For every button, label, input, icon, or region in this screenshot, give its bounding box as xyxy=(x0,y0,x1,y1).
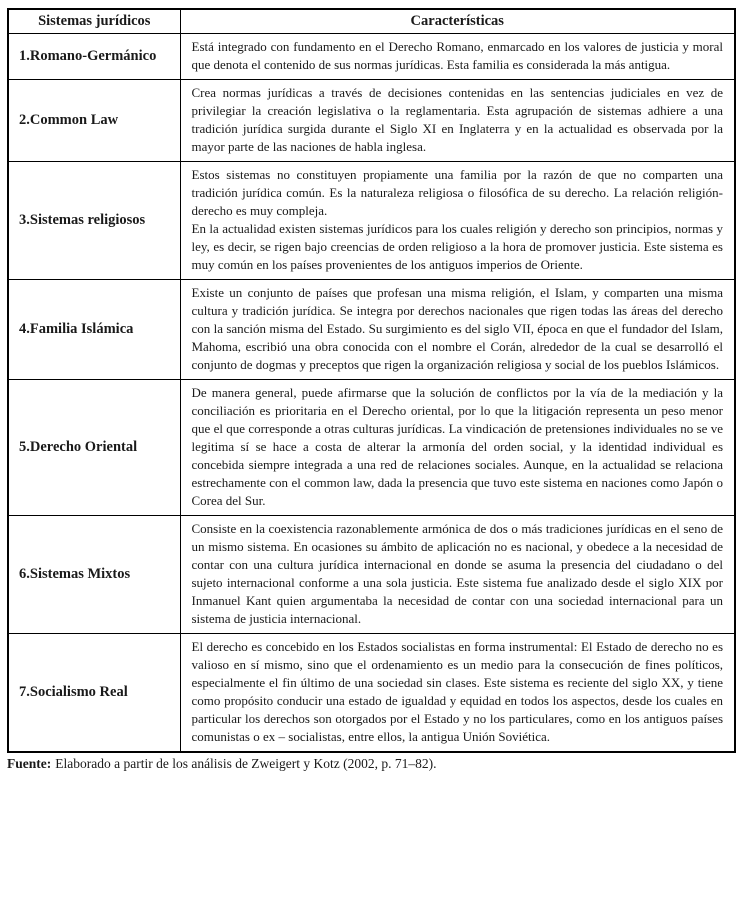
source-note xyxy=(7,753,736,772)
characteristics-cell xyxy=(180,34,735,80)
table-row xyxy=(8,280,735,380)
characteristics-paragraph: Está integrado con fundamento en el Derecho Romano, enmarcado en los valores de justicia y moral que denota el contenido de sus normas jurídicas. Esta familia es considerada la más antigua. xyxy=(191,39,723,72)
system-name-cell: 3.Sistemas religiosos xyxy=(8,162,180,280)
legal-systems-table xyxy=(7,8,736,753)
characteristics-cell xyxy=(180,280,735,380)
system-name-cell: 4.Familia Islámica xyxy=(8,280,180,380)
system-name-cell: 6.Sistemas Mixtos xyxy=(8,516,180,634)
characteristics-paragraph: Existe un conjunto de países que profesan una misma religión, el Islam, y comparten una misma cultura y tradición jurídica. Se integra por derechos nacionales que rigen todas las áreas del derecho con la sanción misma del Estado. Su surgimiento es del siglo VII, época en que el fundador del Islam, Mahoma, escribió una obra conocida con el nombre el Corán, alrededor de la cual se desarrolló el conjunto de dogmas y preceptos que rigen la organización religiosa y social de los pueblos Islámicos. xyxy=(191,285,723,372)
characteristics-paragraph: Crea normas jurídicas a través de decisiones contenidas en las sentencias judiciales en vez de privilegiar la creación legislativa o la reglamentaria. Esta agrupación de sistemas adhiere a una tradición jurídica surgida durante el Siglo XI en Inglaterra y en la actualidad es observada por la mayor parte de las naciones de habla inglesa. xyxy=(191,85,723,154)
characteristics-paragraph: En la actualidad existen sistemas jurídicos para los cuales religión y derecho son principios, normas y ley, es decir, se rigen bajo creencias de orden religioso a la hora de promover justicia. Este sistema es muy común en los países provenientes de los antiguos imperios de Oriente. xyxy=(191,221,723,272)
system-name-cell: 1.Romano-Germánico xyxy=(8,34,180,80)
characteristics-paragraph: De manera general, puede afirmarse que la solución de conflictos por la vía de la mediación y la conciliación es prioritaria en el Derecho oriental, por lo que la litigación representa un peso menor que el que corresponde a otras culturas jurídicas. La vindicación de pretensiones individuales no se ve legitima sí se hace a costa de alterar la armonía del orden social, y la identidad individual es concebida siempre integrada a una red de relaciones sociales. Aunque, en la actualidad se relaciona estrechamente con el common law, dada la presencia que tuvo este sistema en naciones como Japón o Corea del Sur. xyxy=(191,385,723,508)
header-caracteristicas: Características xyxy=(180,9,735,34)
table-row xyxy=(8,80,735,162)
characteristics-paragraph: El derecho es concebido en los Estados socialistas en forma instrumental: El Estado de derecho no es valioso en sí mismo, sino que el ordenamiento es un medio para la consecución de fines políticos, especialmente el fin último de una sociedad sin clases. Este sistema es reciente del siglo XX, y tiene como propósito conducir una estado de igualdad y equidad en todos los aspectos, desde los cuales en particular los derechos son otorgados por el Estado y no los particulares, como en los antiguos países comunistas o ex – socialistas, entre ellos, la antigua Unión Soviética. xyxy=(191,639,723,744)
characteristics-cell xyxy=(180,162,735,280)
characteristics-cell xyxy=(180,634,735,753)
characteristics-cell xyxy=(180,516,735,634)
header-sistemas-juridicos: Sistemas jurídicos xyxy=(8,9,180,34)
table-row xyxy=(8,516,735,634)
source-label: Fuente: xyxy=(7,756,52,771)
table-row xyxy=(8,162,735,280)
table-row xyxy=(8,34,735,80)
characteristics-paragraph: Estos sistemas no constituyen propiamente una familia por la razón de que no comparten una tradición jurídica común. Es la naturaleza religiosa o filosófica de su derecho. La relación religión-derecho es muy compleja. xyxy=(191,167,723,218)
system-name-cell: 7.Socialismo Real xyxy=(8,634,180,753)
characteristics-paragraph: Consiste en la coexistencia razonablemente armónica de dos o más tradiciones jurídicas en el seno de un mismo sistema. En ocasiones su ámbito de aplicación no es nacional, y obedece a la necesidad de contar con una cultura jurídica internacional en donde se asuma la presencia del ciudadano o del sujeto internacional conforme a una sola justicia. Este sistema fue analizado desde el siglo XIX por Inmanuel Kant quien argumentaba la necesidad de contar con una sociedad internacional para un sistema de justicia internacional. xyxy=(191,521,723,626)
source-text: Elaborado a partir de los análisis de Zweigert y Kotz (2002, p. 71–82). xyxy=(55,756,437,771)
characteristics-cell xyxy=(180,80,735,162)
system-name-cell: 2.Common Law xyxy=(8,80,180,162)
characteristics-cell xyxy=(180,380,735,516)
table-row xyxy=(8,634,735,753)
system-name-cell: 5.Derecho Oriental xyxy=(8,380,180,516)
table-header-row xyxy=(8,9,735,34)
table-row xyxy=(8,380,735,516)
